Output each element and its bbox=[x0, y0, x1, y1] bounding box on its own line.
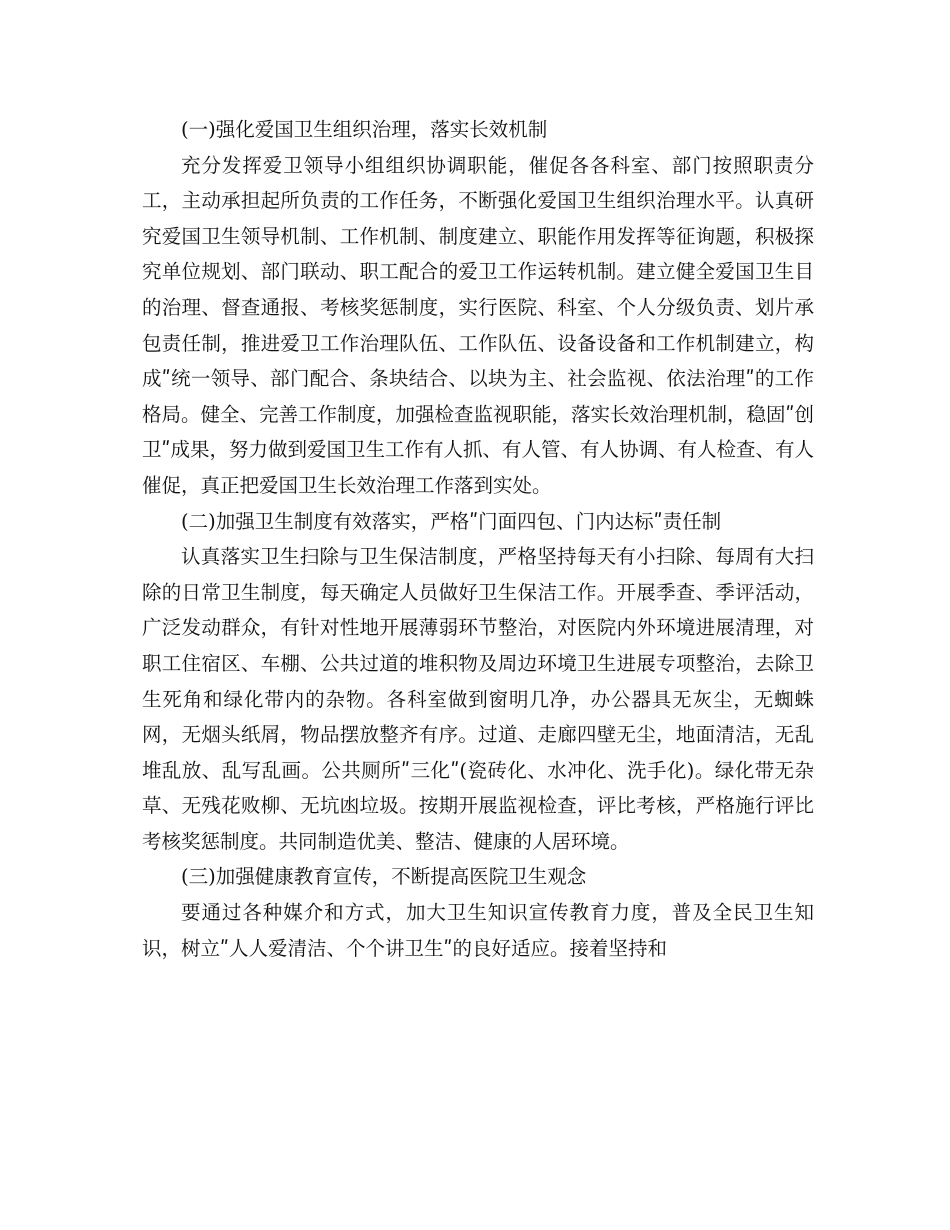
document-body bbox=[142, 112, 814, 966]
section-heading-1: (一)强化爱国卫生组织治理，落实长效机制 bbox=[181, 118, 548, 141]
body-paragraph-1: 充分发挥爱卫领导小组组织协调职能，催促各各科室、部门按照职责分工，主动承担起所负责的工作任务，不断强化爱国卫生组织治理水平。认真研究爱国卫生领导机制、工作机制、制度建立、职能作用发挥等征询题，积极探究单位规划、部门联动、职工配合的爱卫工作运转机制。建立健全爱国卫生目的治理、督查通报、考核奖惩制度，实行医院、科室、个人分级负责、划片承包责任制，推进爱卫工作治理队伍、工作队伍、设备设备和工作机制建立，构成ʺ统一领导、部门配合、条块结合、以块为主、社会监视、依法治理ʺ的工作格局。健全、完善工作制度，加强检查监视职能，落实长效治理机制，稳固ʺ创卫ʺ成果，努力做到爱国卫生工作有人抓、有人管、有人协调、有人检查、有人催促，真正把爱国卫生长效治理工作落到实处。 bbox=[142, 153, 814, 497]
body-paragraph-3: 要通过各种媒介和方式，加大卫生知识宣传教育力度，普及全民卫生知识，树立ʺ人人爱清洁、个个讲卫生ʺ的良好适应。接着坚持和 bbox=[142, 901, 814, 960]
section-heading-3: (三)加强健康教育宣传，不断提高医院卫生观念 bbox=[181, 865, 587, 889]
section-heading-2: (二)加强卫生制度有效落实，严格ʺ门面四包、门内达标ʺ责任制 bbox=[181, 509, 722, 533]
body-paragraph-2: 认真落实卫生扫除与卫生保洁制度，严格坚持每天有小扫除、每周有大扫除的日常卫生制度，每天确定人员做好卫生保洁工作。开展季查、季评活动，广泛发动群众，有针对性地开展薄弱环节整治，对医院内外环境进展清理，对职工住宿区、车棚、公共过道的堆积物及周边环境卫生进展专项整治，去除卫生死角和绿化带内的杂物。各科室做到窗明几净，办公器具无灰尘，无蜘蛛网，无烟头纸屑，物品摆放整齐有序。过道、走廊四壁无尘，地面清洁，无乱堆乱放、乱写乱画。公共厕所ʺ三化ʺ(瓷砖化、水冲化、洗手化)。绿化带无杂草、无残花败柳、无坑凼垃圾。按期开展监视检查，评比考核，严格施行评比考核奖惩制度。共同制造优美、整洁、健康的人居环境。 bbox=[142, 545, 814, 853]
